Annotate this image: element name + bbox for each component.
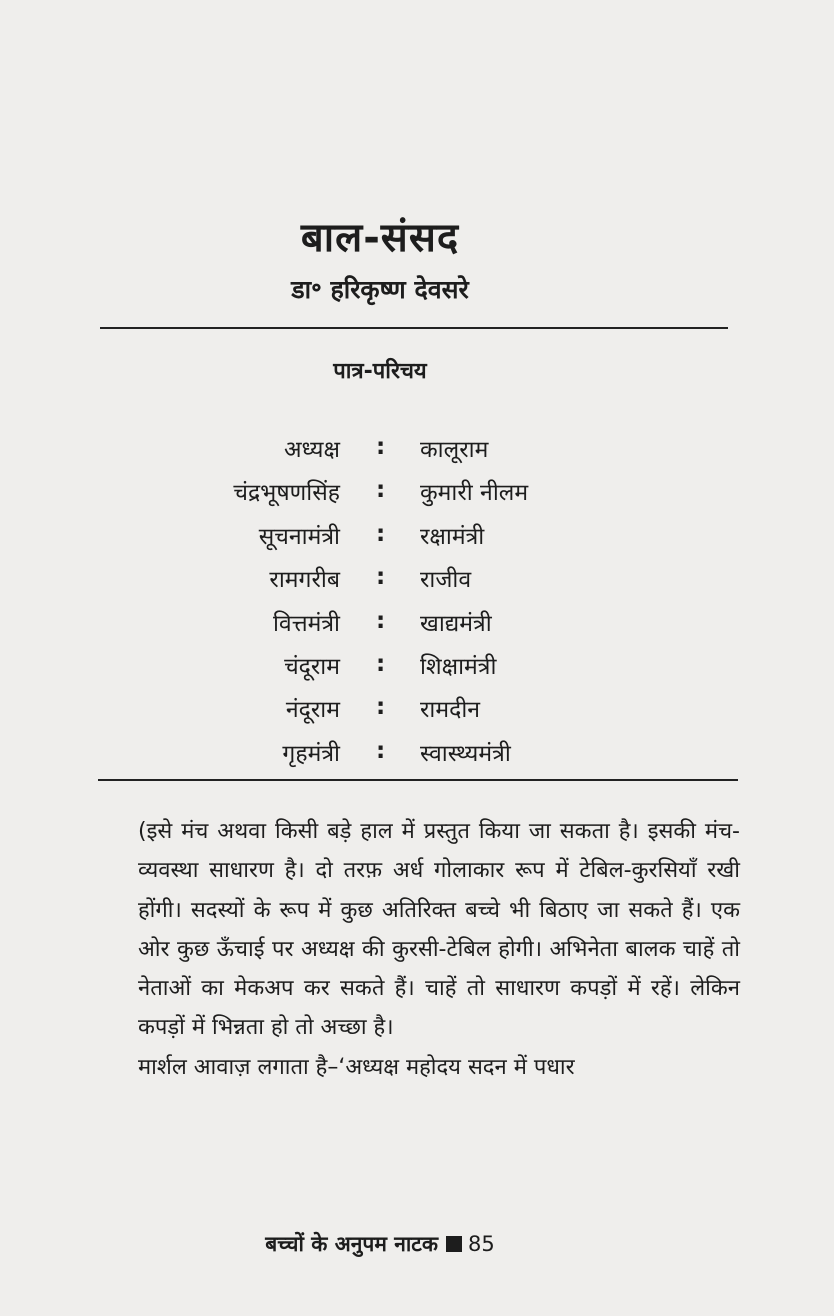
stage-directions xyxy=(138,812,740,1087)
cast-left-name: गृहमंत्री xyxy=(282,740,340,767)
cast-right-name: कुमारी नीलम xyxy=(420,480,529,507)
cast-row xyxy=(0,649,834,692)
cast-left-name: रामगरीब xyxy=(269,567,340,594)
cast-left-name: अध्यक्ष xyxy=(283,437,340,463)
cast-right-name: स्वास्थ्यमंत्री xyxy=(420,740,511,767)
cast-separator: : xyxy=(376,737,386,764)
cast-left-name: सूचनामंत्री xyxy=(258,523,340,550)
cast-separator: : xyxy=(376,477,386,504)
cast-row xyxy=(0,475,834,518)
bottom-divider xyxy=(98,779,738,781)
cast-separator: : xyxy=(376,520,386,547)
page-number: 85 xyxy=(468,1232,495,1256)
cast-left-name: चंद्रभूषणसिंह xyxy=(233,480,340,507)
square-bullet-icon xyxy=(446,1236,462,1252)
author-name: डा॰ हरिकृष्ण देवसरे xyxy=(291,275,469,304)
cast-row xyxy=(0,432,834,475)
paragraph: (इसे मंच अथवा किसी बड़े हाल में प्रस्तुत किया जा सकता है। इसकी मंच-व्यवस्था साधारण है। दो तरफ़ अर्ध गोलाकार रूप में टेबिल-कुरसियाँ रखी होंगी। सदस्यों के रूप में कुछ अतिरिक्त बच्चे भी बिठाए जा सकते हैं। एक ओर कुछ ऊँचाई पर अध्यक्ष की कुरसी-टेबिल होगी। अभिनेता बालक चाहें तो नेताओं का मेकअप कर सकते हैं। चाहें तो साधारण कपड़ों में रहें। लेकिन कपड़ों में भिन्नता हो तो अच्छा है। xyxy=(138,819,740,1041)
cast-row xyxy=(0,736,834,779)
cast-row xyxy=(0,519,834,562)
cast-row xyxy=(0,606,834,649)
cast-left-name: वित्तमंत्री xyxy=(272,610,340,637)
cast-separator: : xyxy=(376,650,386,677)
cast-separator: : xyxy=(376,434,386,460)
cast-right-name: रक्षामंत्री xyxy=(420,523,485,550)
cast-separator: : xyxy=(376,694,386,721)
cast-separator: : xyxy=(376,564,386,591)
book-title: बच्चों के अनुपम नाटक xyxy=(265,1232,438,1256)
play-title: बाल-संसद xyxy=(300,215,460,261)
cast-right-name: शिक्षामंत्री xyxy=(420,653,497,680)
cast-row xyxy=(0,562,834,605)
cast-right-name: राजीव xyxy=(420,567,472,594)
cast-right-name: कालूराम xyxy=(420,437,489,463)
paragraph: मार्शल आवाज़ लगाता है–‘अध्यक्ष महोदय सदन में पधार xyxy=(138,1054,575,1080)
cast-separator: : xyxy=(376,607,386,634)
cast-heading: पात्र-परिचय xyxy=(333,359,427,384)
cast-row xyxy=(0,692,834,735)
cast-left-name: चंदूराम xyxy=(284,653,340,680)
top-divider xyxy=(100,327,728,329)
cast-left-name: नंदूराम xyxy=(285,697,340,724)
cast-list xyxy=(0,432,834,779)
cast-right-name: खाद्यमंत्री xyxy=(420,610,492,637)
cast-right-name: रामदीन xyxy=(420,697,481,724)
page-footer xyxy=(0,1230,760,1258)
